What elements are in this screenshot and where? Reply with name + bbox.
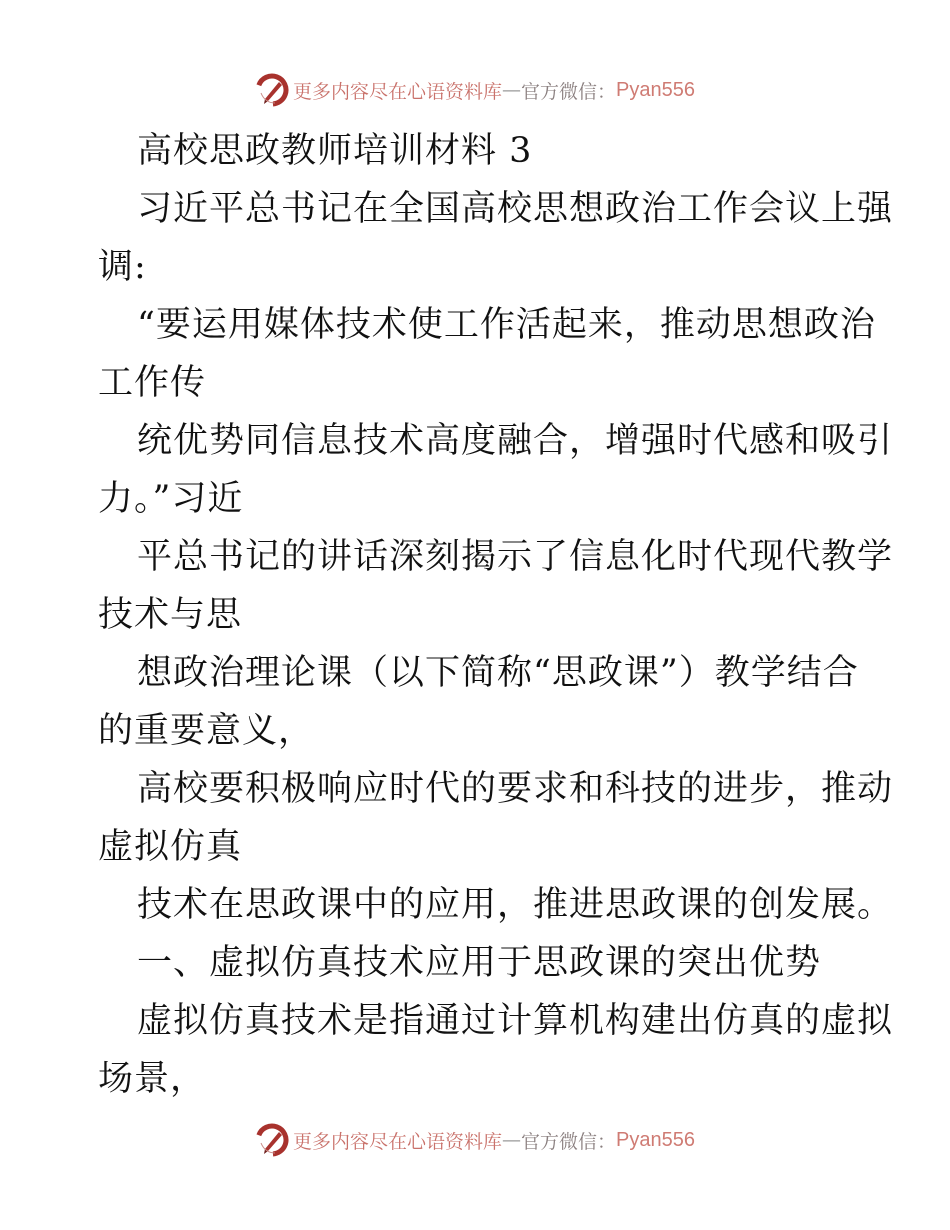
section-heading: 一、虚拟仿真技术应用于思政课的突出优势: [137, 943, 822, 983]
quill-pen-logo-icon: [255, 1123, 289, 1157]
separator-dash: —: [502, 79, 522, 101]
header-banner: [0, 70, 950, 110]
wechat-label: 官方微信：: [521, 80, 617, 103]
paragraph-line: 统优势同信息技术高度融合，增强时代感和吸引: [137, 421, 894, 461]
paragraph-line: 的重要意义，: [98, 711, 315, 751]
document-title: 高校思政教师培训材料 3: [137, 131, 533, 171]
brand-text: 更多内容尽在心语资料库: [293, 80, 503, 103]
paragraph-line: 习近平总书记在全国高校思想政治工作会议上强: [137, 189, 894, 229]
separator-dash: —: [502, 1129, 522, 1151]
footer-banner: [0, 1120, 950, 1160]
wechat-label: 官方微信：: [521, 1130, 617, 1153]
paragraph-line: 高校要积极响应时代的要求和科技的进步，推动: [137, 769, 894, 809]
brand-text: 更多内容尽在心语资料库: [293, 1130, 503, 1153]
paragraph-line: 场景，: [98, 1059, 207, 1099]
wechat-id: Pyan556: [616, 1128, 695, 1151]
paragraph-line: 力。”习近: [98, 479, 244, 519]
paragraph-line: 调:: [98, 247, 147, 287]
paragraph-line: “要运用媒体技术使工作活起来，推动思想政治: [137, 305, 876, 345]
quill-pen-logo-icon: [255, 73, 289, 107]
paragraph-line: 虚拟仿真: [98, 827, 243, 867]
paragraph-line: 工作传: [98, 363, 207, 403]
paragraph-line: 技术在思政课中的应用，推进思政课的创发展。: [137, 885, 894, 925]
paragraph-line: 技术与思: [98, 595, 243, 635]
paragraph-line: 想政治理论课（以下简称“思政课”）教学结合: [137, 653, 859, 693]
wechat-id: Pyan556: [616, 78, 695, 101]
document-body: [98, 122, 894, 1108]
paragraph-line: 平总书记的讲话深刻揭示了信息化时代现代教学: [137, 537, 894, 577]
paragraph-line: 虚拟仿真技术是指通过计算机构建出仿真的虚拟: [137, 1001, 894, 1041]
